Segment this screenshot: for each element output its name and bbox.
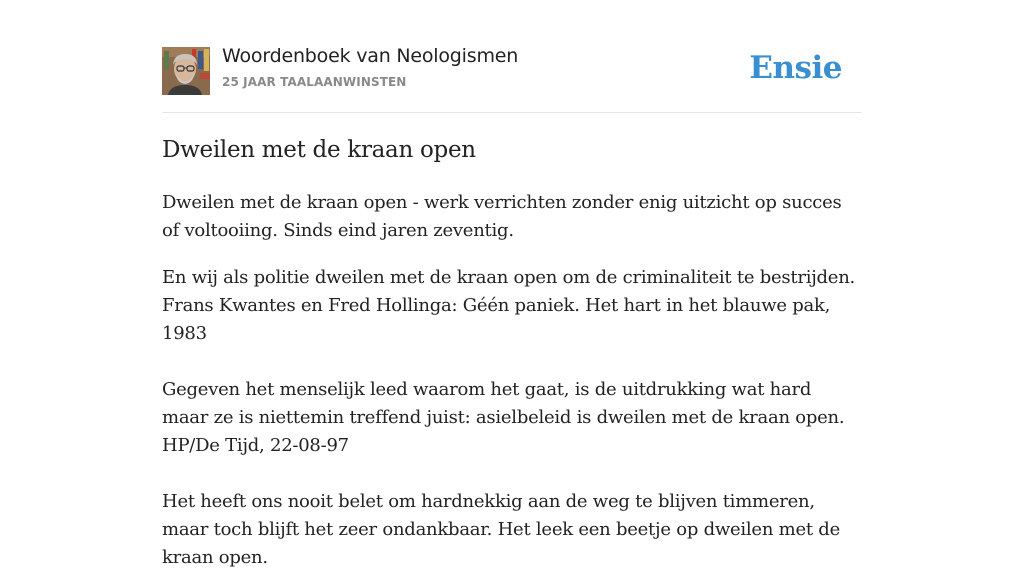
quote-source: Frans Kwantes en Fred Hollinga: Géén paniek. Het hart in het blauwe pak, 1983 bbox=[162, 295, 831, 344]
blog-subtitle: 25 JAAR TAALAANWINSTEN bbox=[222, 75, 407, 89]
quote-list bbox=[162, 264, 862, 572]
blog-title[interactable]: Woordenboek van Neologismen bbox=[222, 45, 519, 67]
quote-text: Het heeft ons nooit belet om hardnekkig aan de weg te blijven timmeren, maar toch blijft het zeer ondankbaar. Het leek een beetje op dweilen met de kraan open. bbox=[162, 491, 840, 568]
quote-spacer bbox=[162, 348, 862, 376]
author-avatar[interactable] bbox=[162, 47, 210, 95]
quote-spacer bbox=[162, 460, 862, 488]
article-title: Dweilen met de kraan open bbox=[162, 137, 476, 163]
quote-text: En wij als politie dweilen met de kraan open om de criminaliteit te bestrijden. bbox=[162, 267, 856, 288]
quote-text: Gegeven het menselijk leed waarom het gaat, is de uitdrukking wat hard maar ze is niettemin treffend juist: asielbeleid is dweilen met de kraan open. HP/De Tijd, 22-08-97 bbox=[162, 379, 845, 456]
author-portrait-icon bbox=[162, 47, 210, 95]
ensie-logo[interactable]: Ensie bbox=[749, 50, 842, 86]
site-header bbox=[162, 0, 862, 113]
article-body bbox=[162, 189, 862, 572]
definition-text: Dweilen met de kraan open - werk verrichten zonder enig uitzicht op succes of voltooiing. Sinds eind jaren zeventig. bbox=[162, 192, 842, 241]
content-column bbox=[162, 0, 862, 568]
